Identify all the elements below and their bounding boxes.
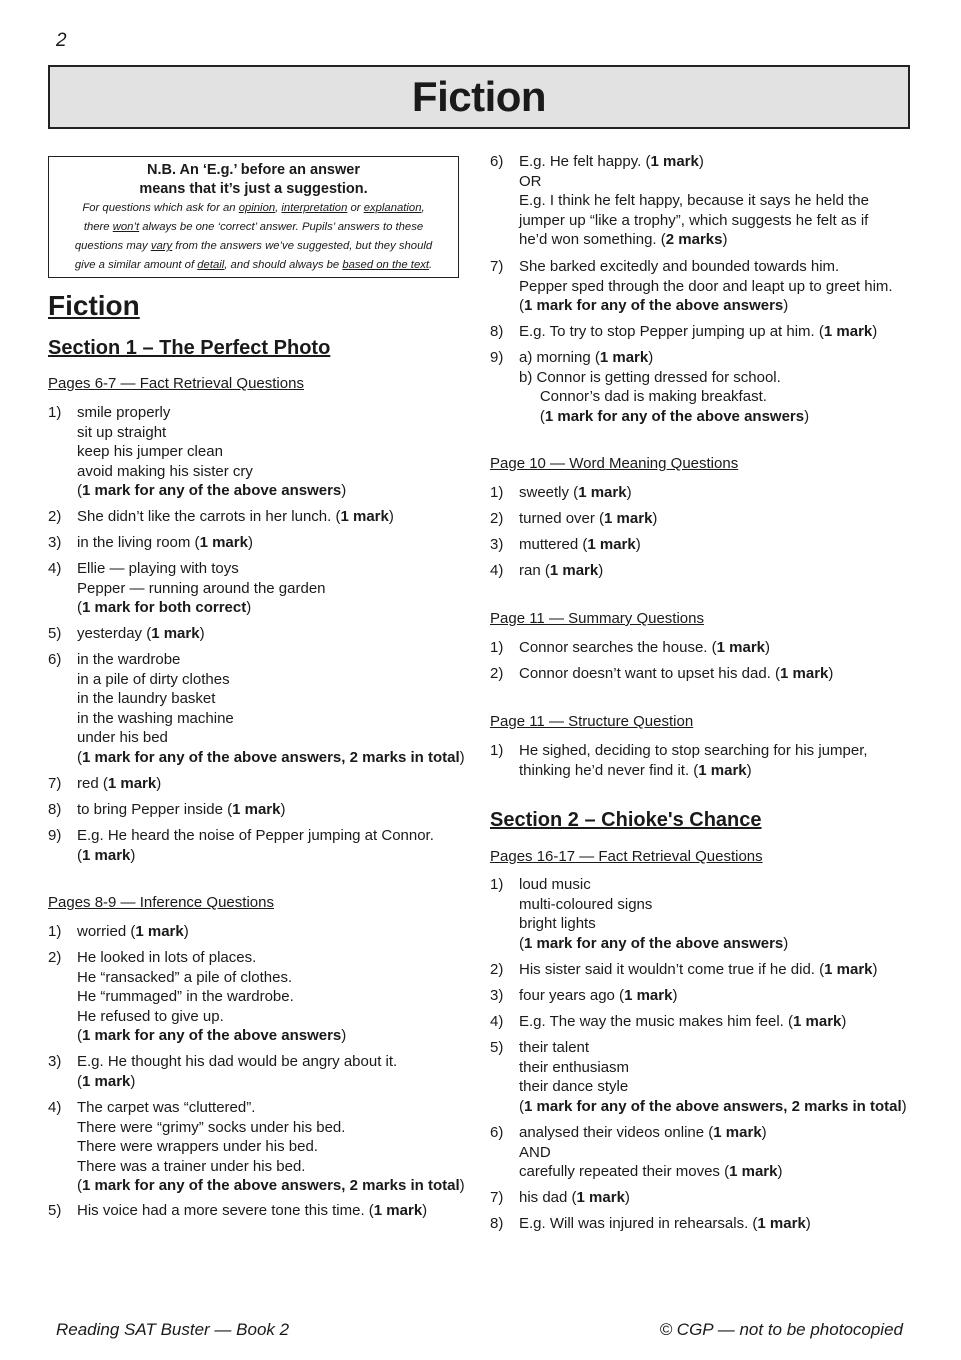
note-line-4: there won’t always be one ‘correct’ answer. Pupils’ answers to these	[83, 221, 424, 233]
page-number: 2	[56, 30, 67, 51]
subheading-page-11-summary: Page 11 — Summary Questions	[490, 610, 704, 627]
section-2-title: Section 2 – Chioke's Chance	[490, 809, 762, 831]
section-heading-fiction: Fiction	[48, 290, 140, 321]
note-line-5: questions may vary from the answers we’ve suggested, but they should	[74, 240, 433, 252]
page-title: Fiction	[411, 73, 547, 120]
subheading-pages-6-7: Pages 6-7 — Fact Retrieval Questions	[48, 375, 304, 392]
footer-copyright: © CGP — not to be photocopied	[659, 1320, 903, 1339]
subheading-page-10: Page 10 — Word Meaning Questions	[490, 455, 739, 472]
note-line-1: N.B. An ‘E.g.’ before an answer	[147, 162, 360, 178]
note-box	[48, 156, 459, 278]
note-line-3: For questions which ask for an opinion, interpretation or explanation,	[82, 202, 425, 214]
note-line-2: means that it’s just a suggestion.	[139, 181, 368, 197]
page-title-banner	[48, 65, 910, 129]
note-line-6: give a similar amount of detail, and should always be based on the text.	[74, 259, 433, 271]
footer-book-title: Reading SAT Buster — Book 2	[56, 1320, 290, 1339]
subheading-pages-16-17: Pages 16-17 — Fact Retrieval Questions	[490, 848, 763, 865]
section-1-title: Section 1 – The Perfect Photo	[48, 337, 331, 359]
subheading-pages-8-9: Pages 8-9 — Inference Questions	[48, 894, 274, 911]
subheading-page-11-structure: Page 11 — Structure Question	[490, 713, 694, 730]
